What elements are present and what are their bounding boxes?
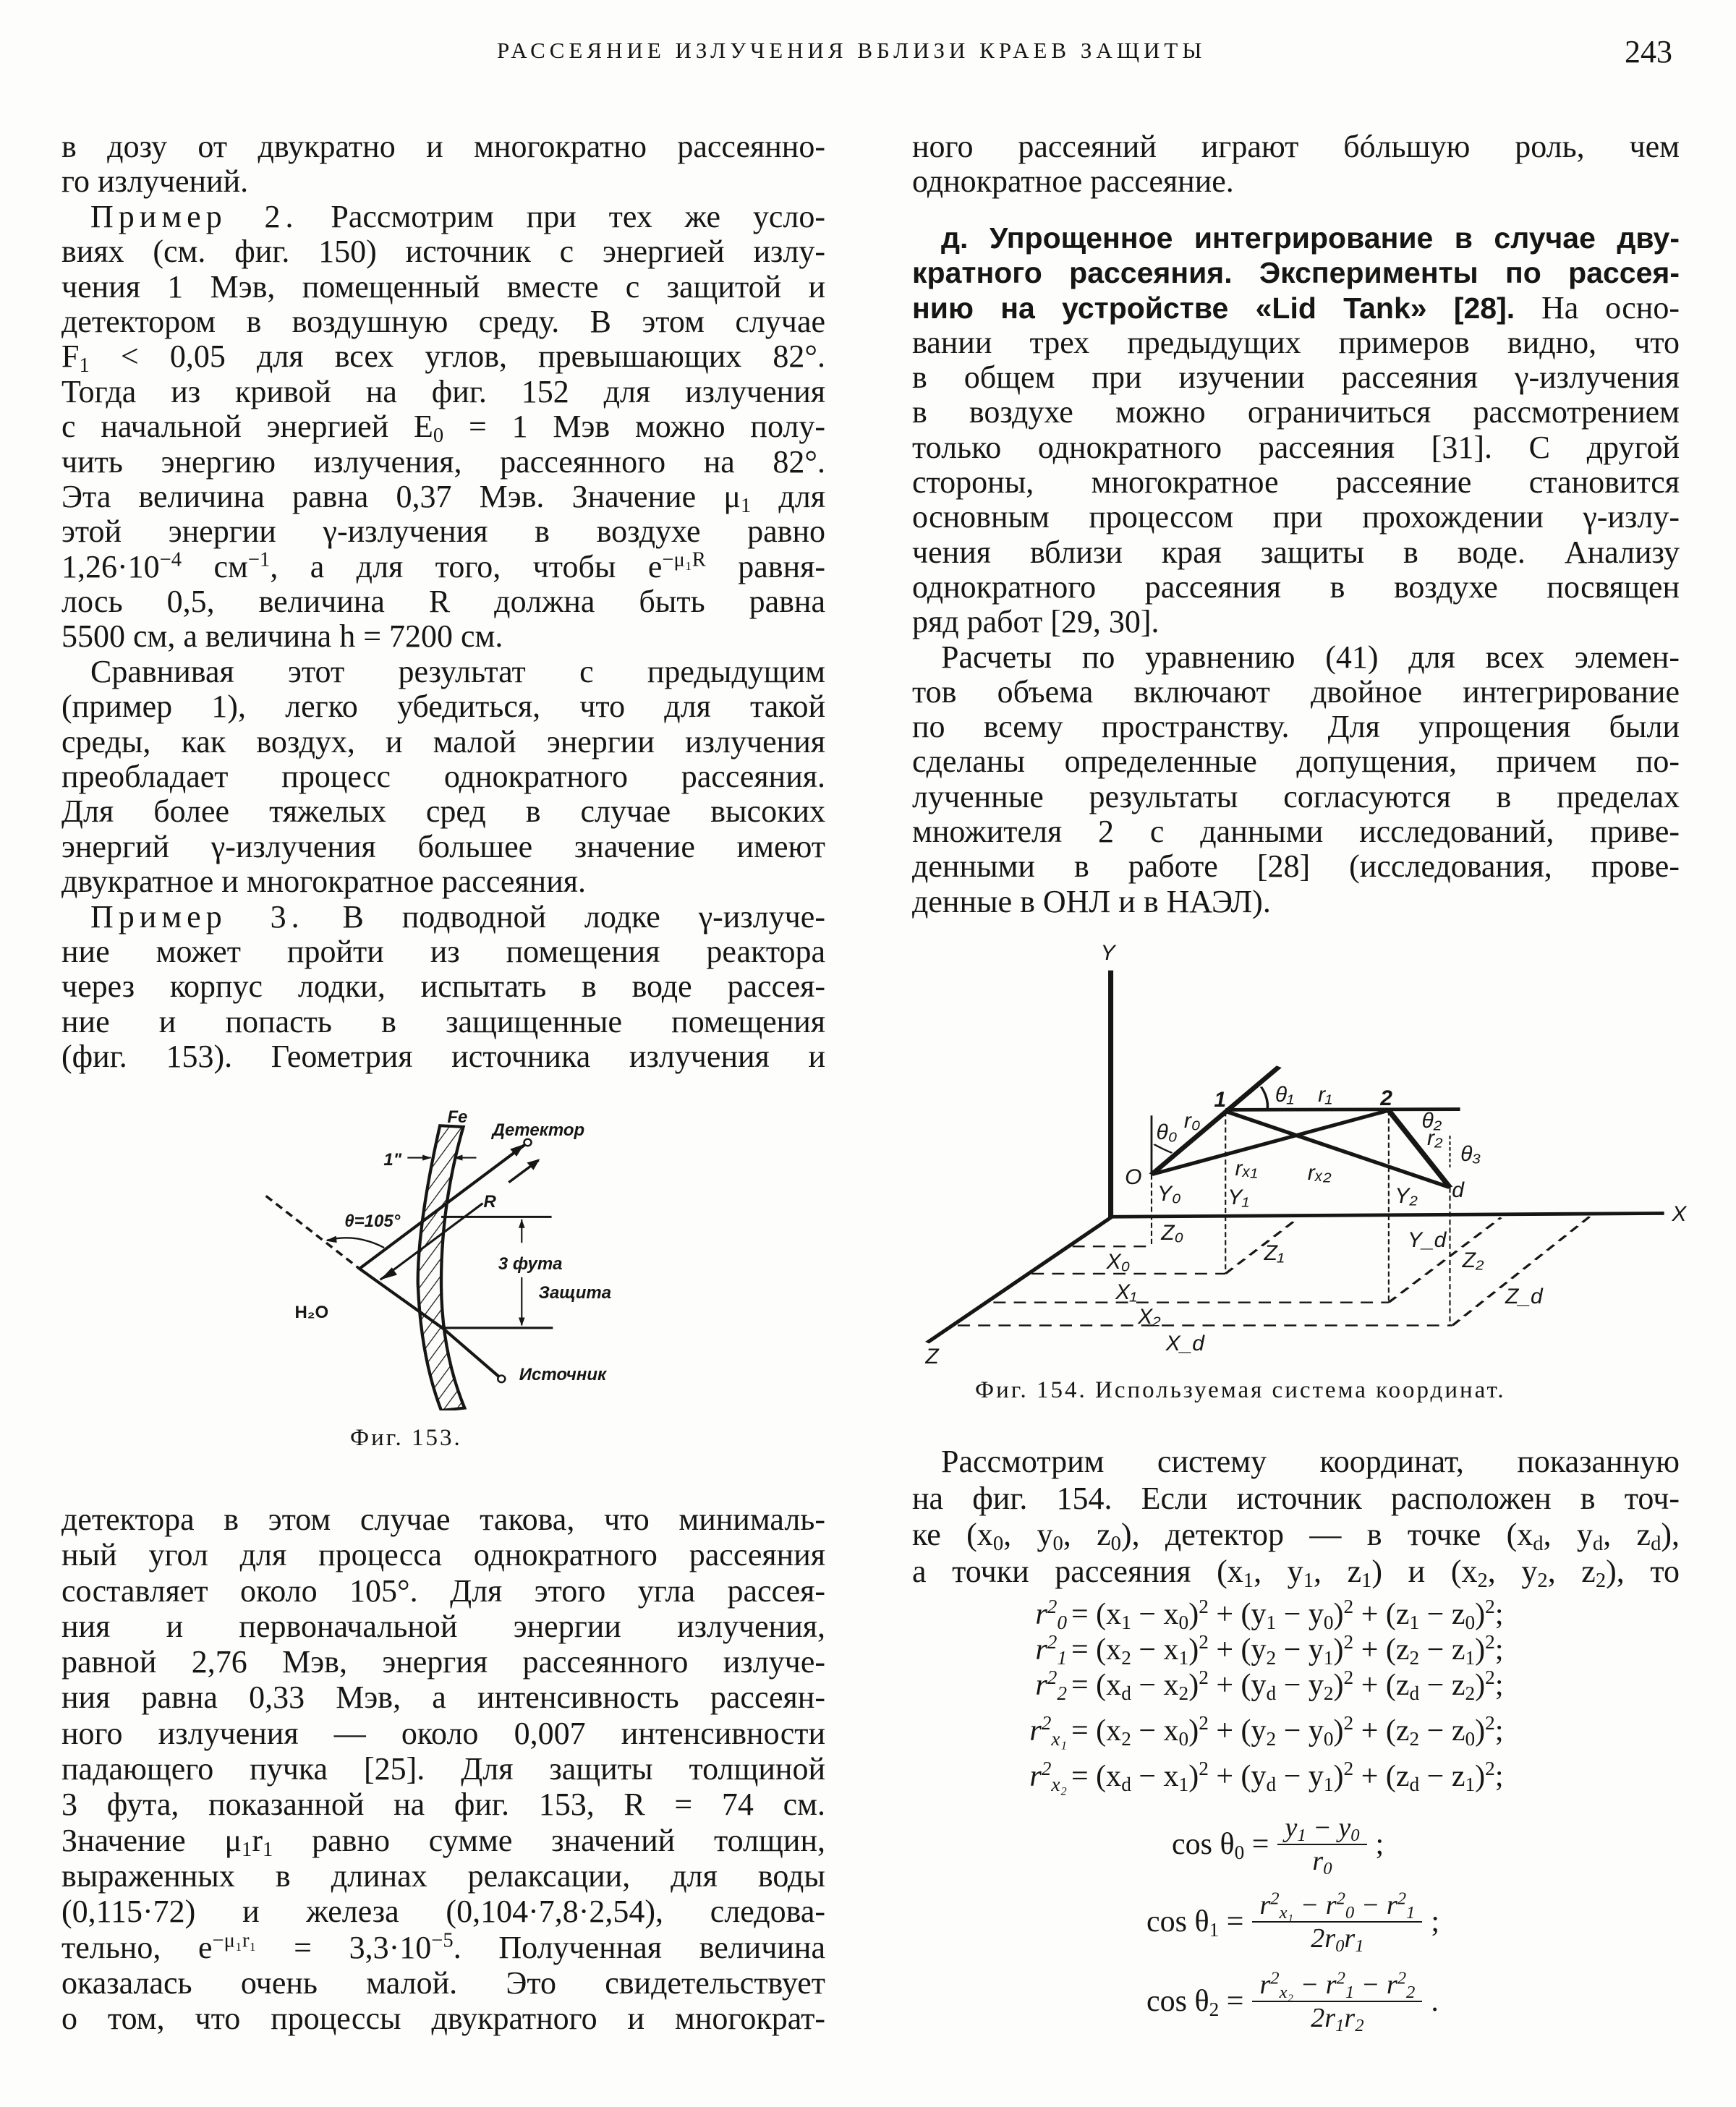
text-line: по всему пространству. Для упрощения были	[912, 709, 1680, 745]
text-line: ния равна 0,33 Мэв, а интенсивность рассеян-	[61, 1680, 825, 1716]
label-theta3: θ₃	[1460, 1142, 1481, 1167]
text-line: чения вблизи края защиты в воде. Анализу	[912, 534, 1680, 570]
label-r: R	[483, 1192, 496, 1212]
text-line: Тогда из кривой на фиг. 152 для излучения	[61, 373, 825, 409]
numerator: $r^2_{x_2} - r^2_1 - r^2_2$	[1252, 1969, 1422, 2002]
text-line: Эта величина равна 0,37 Мэв. Значение $\mu_1$ для	[61, 478, 825, 518]
text-line: сделаны определенные допущения, причем по-	[912, 744, 1680, 780]
formula-end: ;	[1375, 1828, 1384, 1861]
label-theta0: θ₀	[1156, 1120, 1178, 1145]
equation-rhs: = $(x_2 - x_0)^2 + (y_2 - y_0)^2 + (z_2 - z_0)^2$;	[1071, 1712, 1504, 1750]
text-line: с начальной энергией $E_0 = 1$ Мэв можно полу-	[61, 409, 826, 448]
text-line: ние может пройти из помещения реактора	[61, 933, 825, 969]
equation-rhs: = $(x_d - x_1)^2 + (y_d - y_1)^2 + (z_d - z_1)^2$;	[1071, 1758, 1504, 1795]
label-x0: X₀	[1106, 1250, 1131, 1274]
text-line: составляет около 105°. Для этого угла рассея-	[61, 1572, 825, 1609]
denominator: $r_0$	[1312, 1846, 1332, 1879]
text-line: только однократного рассеяния [31]. С другой	[912, 429, 1680, 465]
formula-lhs: $\cos \theta_2$ =	[1146, 1985, 1244, 2020]
text-line: виях (см. фиг. 150) источник с энергией излу-	[61, 234, 825, 270]
label-point-1: 1	[1214, 1087, 1227, 1112]
label-distance: 3 фута	[498, 1253, 563, 1274]
equation-lhs: $r^2_2$	[1035, 1667, 1067, 1704]
label-z1: Z₁	[1264, 1241, 1285, 1266]
label-yd: Y_d	[1407, 1228, 1447, 1253]
fraction	[1252, 1969, 1422, 2034]
text-line: го излучений.	[61, 163, 249, 200]
text-line: (0,115·72) и железа (0,104·7,8·2,54), следова-	[61, 1894, 825, 1930]
label-d: d	[1452, 1178, 1464, 1202]
left-column-top	[61, 129, 825, 1075]
fraction	[1252, 1889, 1422, 1957]
equation-rhs: = $(x_1 - x_0)^2 + (y_1 - y_0)^2 + (z_1 - z_0)^2$;	[1071, 1596, 1504, 1633]
equation-r2	[940, 1668, 1664, 1703]
text-line: детектора в этом случае такова, что минималь-	[61, 1502, 825, 1537]
iron-shield	[418, 1125, 465, 1410]
text-line: кратного рассеяния. Эксперименты по рассея-	[912, 256, 1680, 290]
example-lead: Пример 3.	[90, 898, 305, 935]
text-line: Пример 3. В подводной лодке γ-излуче-	[90, 898, 825, 935]
text-line: д. Упрощенное интегрирование в случае дву-	[941, 221, 1680, 255]
text-line: 3 фута, показанной на фиг. 153, R = 74 см.	[61, 1787, 825, 1823]
label-source: Источник	[519, 1364, 607, 1384]
label-r1: r₁	[1318, 1083, 1332, 1107]
text-line: однократного рассеяния в воздухе посвящен	[912, 569, 1680, 605]
text-line: тов объема включают двойное интегрирование	[912, 673, 1680, 710]
text-line: на фиг. 154. Если источник расположен в точ-	[912, 1480, 1680, 1516]
right-column-middle	[912, 221, 1680, 919]
running-title: РАССЕЯНИЕ ИЗЛУЧЕНИЯ ВБЛИЗИ КРАЕВ ЗАЩИТЫ	[497, 38, 1207, 63]
text-line: в общем при изучении рассеяния γ-излучения	[912, 359, 1680, 396]
cos-theta2-formula	[1146, 1969, 1439, 2034]
text-line: лученные результаты согласуются в пределах	[912, 778, 1680, 814]
formula-lhs: $\cos \theta_1$ =	[1146, 1905, 1244, 1941]
text-line: о том, что процессы двукратного и многократ-	[61, 2001, 825, 2037]
text-line: $F_1 < 0,05$ для всех углов, превышающих 82°.	[61, 339, 825, 378]
equation-lhs: $r^2_1$	[1035, 1631, 1067, 1669]
label-water: H₂O	[294, 1303, 329, 1322]
text-line: этой энергии γ-излучения в воздухе равно	[61, 514, 825, 550]
formula-end: ;	[1431, 1905, 1440, 1938]
fraction	[1277, 1812, 1366, 1877]
text-line: лось 0,5, величина R должна быть равна	[61, 584, 825, 620]
text-line: Для более тяжелых сред в случае высоких	[61, 793, 825, 830]
label-xd: X_d	[1165, 1332, 1204, 1356]
text-line: падающего пучка [25]. Для защиты толщиной	[61, 1751, 825, 1787]
cos-theta0-formula	[1172, 1812, 1384, 1877]
label-point-2: 2	[1380, 1086, 1392, 1110]
text-line: Расчеты по уравнению (41) для всех элемен-	[941, 639, 1680, 675]
equation-rhs: = $(x_2 - x_1)^2 + (y_2 - y_1)^2 + (z_2 - z_1)^2$;	[1071, 1631, 1504, 1669]
text-line: стороны, многократное рассеяние становится	[912, 464, 1680, 501]
cos-theta1-formula	[1146, 1889, 1440, 1957]
label-r2: r₂	[1426, 1125, 1443, 1150]
label-y2: Y₂	[1395, 1183, 1418, 1208]
text-line: ряд работ [29, 30].	[912, 604, 1160, 640]
label-detector: Детектор	[492, 1120, 585, 1140]
equation-lhs: $r^2_{x_2}$	[1029, 1758, 1067, 1795]
text-line: в дозу от двукратно и многократно рассеянно-	[61, 129, 825, 164]
numerator: $r^2_{x_1} - r^2_0 - r^2_1$	[1252, 1889, 1422, 1923]
text-line: через корпус лодки, испытать в воде рассея-	[61, 969, 825, 1005]
text-line: ние и попасть в защищенные помещения	[61, 1003, 825, 1039]
text-line: ке ($x_0$, $y_0$, $z_0$), детектор — в точке ($x_d$, $y_d$, $z_d$),	[912, 1517, 1680, 1556]
label-rx1: rₓ₁	[1235, 1157, 1258, 1181]
text-line: ния и первоначальной энергии излучения,	[61, 1608, 825, 1644]
text-line: оказалась очень малой. Это свидетельствует	[61, 1965, 825, 2001]
text-line: основным процессом при прохождении γ-излу-	[912, 499, 1680, 535]
text-line: ный угол для процесса однократного рассеяния	[61, 1537, 825, 1573]
figure-153-caption: Фиг. 153.	[350, 1425, 462, 1451]
left-column-bottom	[61, 1502, 825, 2036]
label-x2: X₂	[1138, 1304, 1161, 1329]
figure-154	[904, 926, 1700, 1374]
equation-rhs: = $(x_d - x_2)^2 + (y_d - y_2)^2 + (z_d - z_2)^2$;	[1071, 1667, 1504, 1704]
text-line: энергий γ-излучения большее значение имеют	[61, 828, 825, 864]
label-origin: O	[1125, 1165, 1142, 1189]
label-x-axis: X	[1672, 1202, 1687, 1227]
label-y-axis: Y	[1100, 940, 1115, 965]
equation-rx2	[940, 1759, 1664, 1795]
label-y1: Y₁	[1227, 1185, 1249, 1209]
label-x1: X₁	[1115, 1280, 1137, 1304]
equation-r1	[940, 1633, 1664, 1668]
right-column-top	[912, 129, 1680, 200]
equation-lhs: $r^2_0$	[1035, 1596, 1067, 1633]
equation-rx1	[940, 1714, 1664, 1749]
coordinate-system-diagram	[904, 926, 1700, 1374]
text-line: равной 2,76 Мэв, энергия рассеянного излуче-	[61, 1644, 825, 1680]
text-line: ного рассеяний играют бóльшую роль, чем	[912, 129, 1680, 164]
text-line: $1,26\cdot 10^{-4}$ $см^{-1}$, а для того, чтобы $e^{-\mu_1R}$ равня-	[61, 548, 826, 584]
formula-end: .	[1431, 1985, 1439, 2018]
label-theta2: θ₂	[1421, 1109, 1442, 1133]
label-shield: Защита	[538, 1283, 612, 1303]
text-line: Значение $\mu_1r_1$ равно сумме значений толщин,	[61, 1822, 825, 1861]
text-line: (пример 1), легко убедиться, что для такой	[61, 689, 825, 725]
text-line: (фиг. 153). Геометрия источника излучения и	[61, 1039, 825, 1075]
text-line: Пример 2. Рассмотрим при тех же усло-	[90, 198, 825, 234]
text-line: среды, как воздух, и малой энергии излучения	[61, 723, 825, 759]
text-line: детектором в воздушную среду. В этом случае	[61, 303, 825, 339]
text-line: вании трех предыдущих примеров видно, что	[912, 324, 1680, 360]
label-theta: θ=105°	[344, 1212, 401, 1231]
right-column-bottom	[912, 1444, 1680, 1590]
label-fe: Fe	[447, 1107, 468, 1127]
text-line: Сравнивая этот результат с предыдущим	[90, 653, 825, 689]
label-rx2: rₓ₂	[1307, 1160, 1332, 1185]
label-z2: Z₂	[1462, 1248, 1484, 1273]
equation-r0	[940, 1597, 1664, 1633]
label-zd: Z_d	[1505, 1284, 1543, 1308]
equation-lhs: $r^2_{x_1}$	[1029, 1712, 1067, 1750]
figure-153	[239, 1085, 644, 1410]
text-line: выраженных в длинах релаксации, для воды	[61, 1857, 825, 1894]
text-line: а точки рассеяния ($x_1$, $y_1$, $z_1$) и ($x_2$, $y_2$, $z_2$), то	[912, 1553, 1680, 1592]
text-line: нию на устройстве «Lid Tank» [28]. На осно-	[912, 289, 1680, 325]
text-line: множителя 2 с данными исследований, приве-	[912, 814, 1680, 850]
text-line: денные в ОНЛ и в НАЭЛ).	[912, 883, 1271, 919]
text-line: двукратное и многократное рассеяния.	[61, 864, 586, 900]
text-line: чить энергию излучения, рассеянного на 82°.	[61, 443, 825, 480]
text-line: чения 1 Мэв, помещенный вместе с защитой и	[61, 268, 825, 305]
denominator: $2r_0r_1$	[1311, 1923, 1364, 1957]
page-number: 243	[1625, 34, 1672, 69]
label-r0: r₀	[1183, 1109, 1201, 1133]
text-line: Рассмотрим систему координат, показанную	[941, 1444, 1680, 1479]
example-lead: Пример 2.	[90, 198, 299, 234]
text-line: в воздухе можно ограничиться рассмотрением	[912, 394, 1680, 430]
label-z-axis: Z	[925, 1345, 939, 1369]
figure-154-caption: Фиг. 154. Используемая система координат.	[975, 1377, 1506, 1403]
formula-lhs: $\cos \theta_0$ =	[1172, 1828, 1269, 1863]
label-y0: Y₀	[1157, 1182, 1181, 1206]
label-theta1: θ₁	[1275, 1083, 1294, 1107]
text-line: преобладает процесс однократного рассеяния.	[61, 759, 825, 795]
distance-equations	[940, 1597, 1664, 1795]
label-thickness: 1"	[383, 1149, 402, 1170]
numerator: $y_1 - y_0$	[1277, 1812, 1366, 1845]
text-line: однократное рассеяние.	[912, 163, 1234, 200]
text-line: 5500 см, а величина h = 7200 см.	[61, 618, 503, 655]
text-line: денными в работе [28] (исследования, прове-	[912, 848, 1680, 885]
text-line: тельно, $e^{-\mu_1r_1} = 3,3\cdot 10^{-5}$. Полученная величина	[61, 1928, 826, 1965]
text-line: ного излучения — около 0,007 интенсивности	[61, 1715, 825, 1751]
denominator: $2r_1r_2$	[1311, 2003, 1364, 2036]
label-z0: Z₀	[1161, 1221, 1184, 1246]
